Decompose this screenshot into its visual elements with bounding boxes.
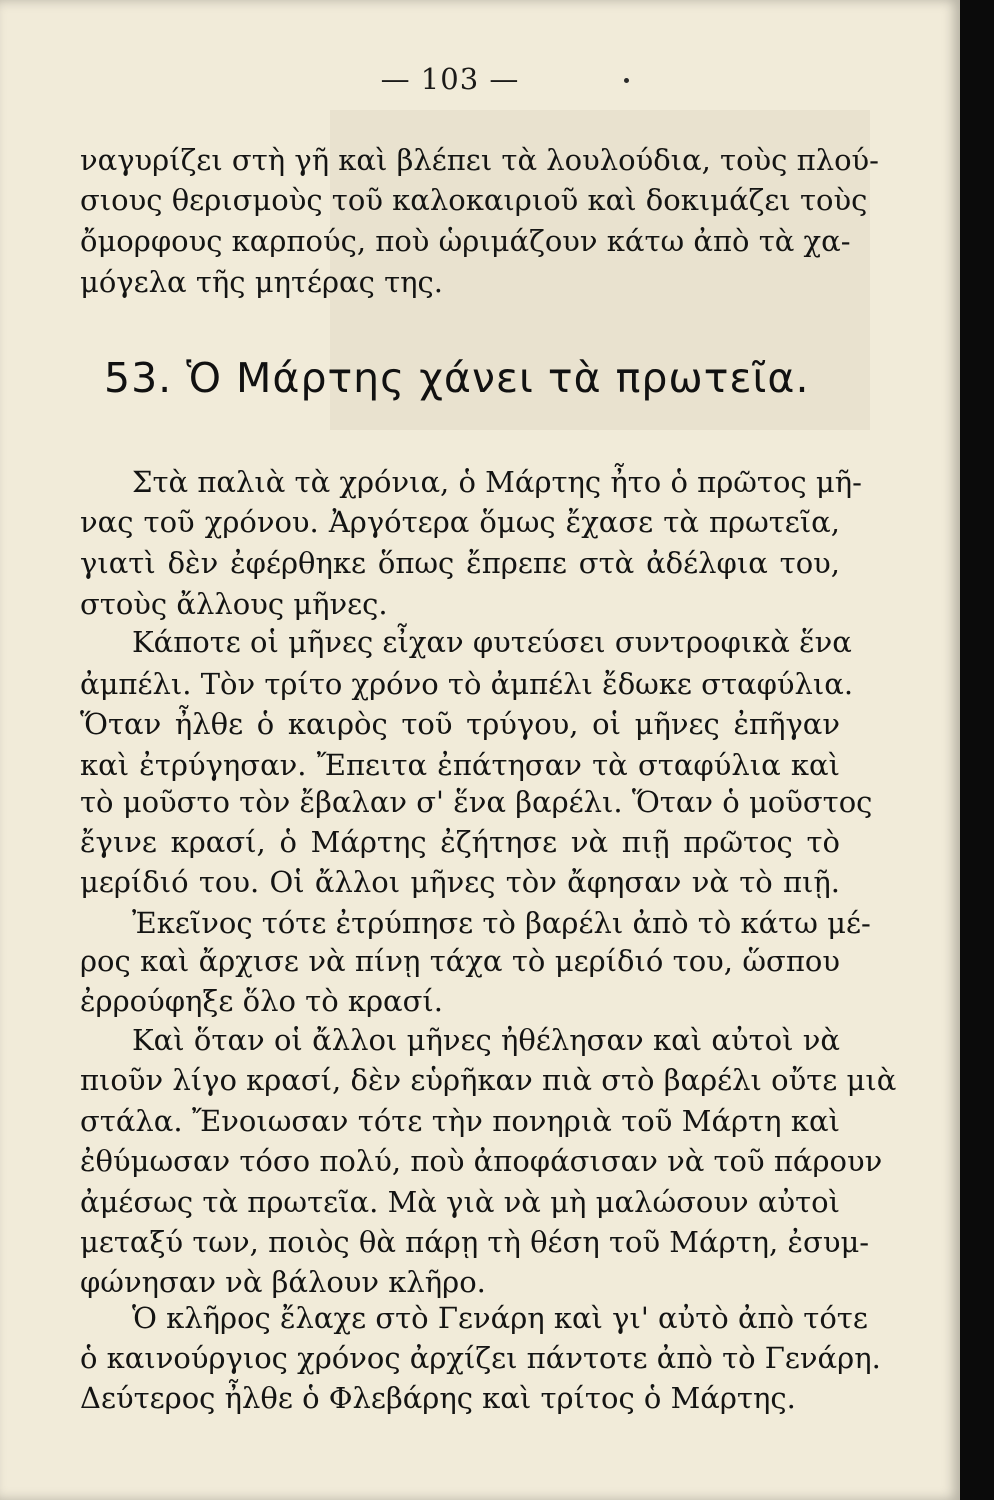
text-line: Κάποτε οἱ μῆνες εἶχαν φυτεύσει συντροφικὰ ἕνα	[132, 625, 852, 659]
text-line: ὄμορφους καρπούς, ποὺ ὡριμάζουν κάτω ἀπὸ τὰ χα-	[80, 224, 851, 258]
page-number: — 103 —	[380, 62, 520, 96]
text-line: στοὺς ἄλλους μῆνες.	[80, 587, 388, 621]
text-line: ἀμπέλι. Τὸν τρίτο χρόνο τὸ ἀμπέλι ἔδωκε σταφύλια.	[80, 667, 854, 701]
text-line: στάλα. Ἔνοιωσαν τότε τὴν πονηριὰ τοῦ Μάρτη καὶ	[80, 1104, 840, 1138]
text-line: σιους θερισμοὺς τοῦ καλοκαιριοῦ καὶ δοκιμάζει τοὺς	[80, 183, 868, 217]
text-line: μόγελα τῆς μητέρας της.	[80, 265, 443, 299]
text-line: ἐρρούφηξε ὅλο τὸ κρασί.	[80, 984, 444, 1018]
text-line: ἐθύμωσαν τόσο πολύ, ποὺ ἀποφάσισαν νὰ τοῦ πάρουν	[80, 1144, 883, 1178]
text-line: Δεύτερος ἦλθε ὁ Φλεβάρης καὶ τρίτος ὁ Μάρτης.	[80, 1381, 796, 1415]
text-line: ναγυρίζει στὴ γῆ καὶ βλέπει τὰ λουλούδια, τοὺς πλού-	[80, 143, 879, 177]
text-line: καὶ ἐτρύγησαν. Ἔπειτα ἐπάτησαν τὰ σταφύλια καὶ	[80, 748, 840, 782]
text-line: ἀμέσως τὰ πρωτεῖα. Μὰ γιὰ νὰ μὴ μαλώσουν αὐτοὶ	[80, 1185, 840, 1219]
text-line: μερίδιό του. Οἱ ἄλλοι μῆνες τὸν ἄφησαν νὰ τὸ πιῇ.	[80, 865, 840, 899]
chapter-title: 53. Ὁ Μάρτης χάνει τὰ πρωτεῖα.	[104, 354, 810, 402]
text-line: τὸ μοῦστο τὸν ἔβαλαν σ' ἕνα βαρέλι. Ὅταν ὁ μοῦστος	[80, 785, 873, 819]
text-line: φώνησαν νὰ βάλουν κλῆρο.	[80, 1265, 486, 1299]
text-line: μεταξύ των, ποιὸς θὰ πάρῃ τὴ θέση τοῦ Μάρτη, ἐσυμ-	[80, 1225, 870, 1259]
text-line: ρος καὶ ἄρχισε νὰ πίνῃ τάχα τὸ μερίδιό του, ὥσπου	[80, 944, 840, 978]
text-line: Ὅταν ἦλθε ὁ καιρὸς τοῦ τρύγου, οἱ μῆνες ἐπῆγαν	[80, 707, 840, 741]
text-line: Ὁ κλῆρος ἔλαχε στὸ Γενάρη καὶ γι' αὐτὸ ἀπὸ τότε	[132, 1301, 868, 1335]
text-line: πιοῦν λίγο κρασί, δὲν εὑρῆκαν πιὰ στὸ βαρέλι οὔτε μιὰ	[80, 1063, 897, 1097]
text-line: Ἐκεῖνος τότε ἐτρύπησε τὸ βαρέλι ἀπὸ τὸ κάτω μέ-	[132, 906, 871, 940]
text-line: ἔγινε κρασί, ὁ Μάρτης ἐζήτησε νὰ πιῇ πρῶτος τὸ	[80, 825, 840, 859]
text-line: Στὰ παλιὰ τὰ χρόνια, ὁ Μάρτης ἦτο ὁ πρῶτος μῆ-	[132, 465, 862, 499]
text-line: νας τοῦ χρόνου. Ἀργότερα ὅμως ἔχασε τὰ πρωτεῖα,	[80, 505, 840, 539]
text-line: γιατὶ δὲν ἐφέρθηκε ὅπως ἔπρεπε στὰ ἀδέλφια του,	[80, 546, 840, 580]
text-line: Καὶ ὅταν οἱ ἄλλοι μῆνες ἠθέλησαν καὶ αὐτοὶ νὰ	[132, 1023, 840, 1057]
text-line: ὁ καινούργιος χρόνος ἀρχίζει πάντοτε ἀπὸ τὸ Γενάρη.	[80, 1341, 881, 1375]
print-speck	[624, 78, 629, 83]
